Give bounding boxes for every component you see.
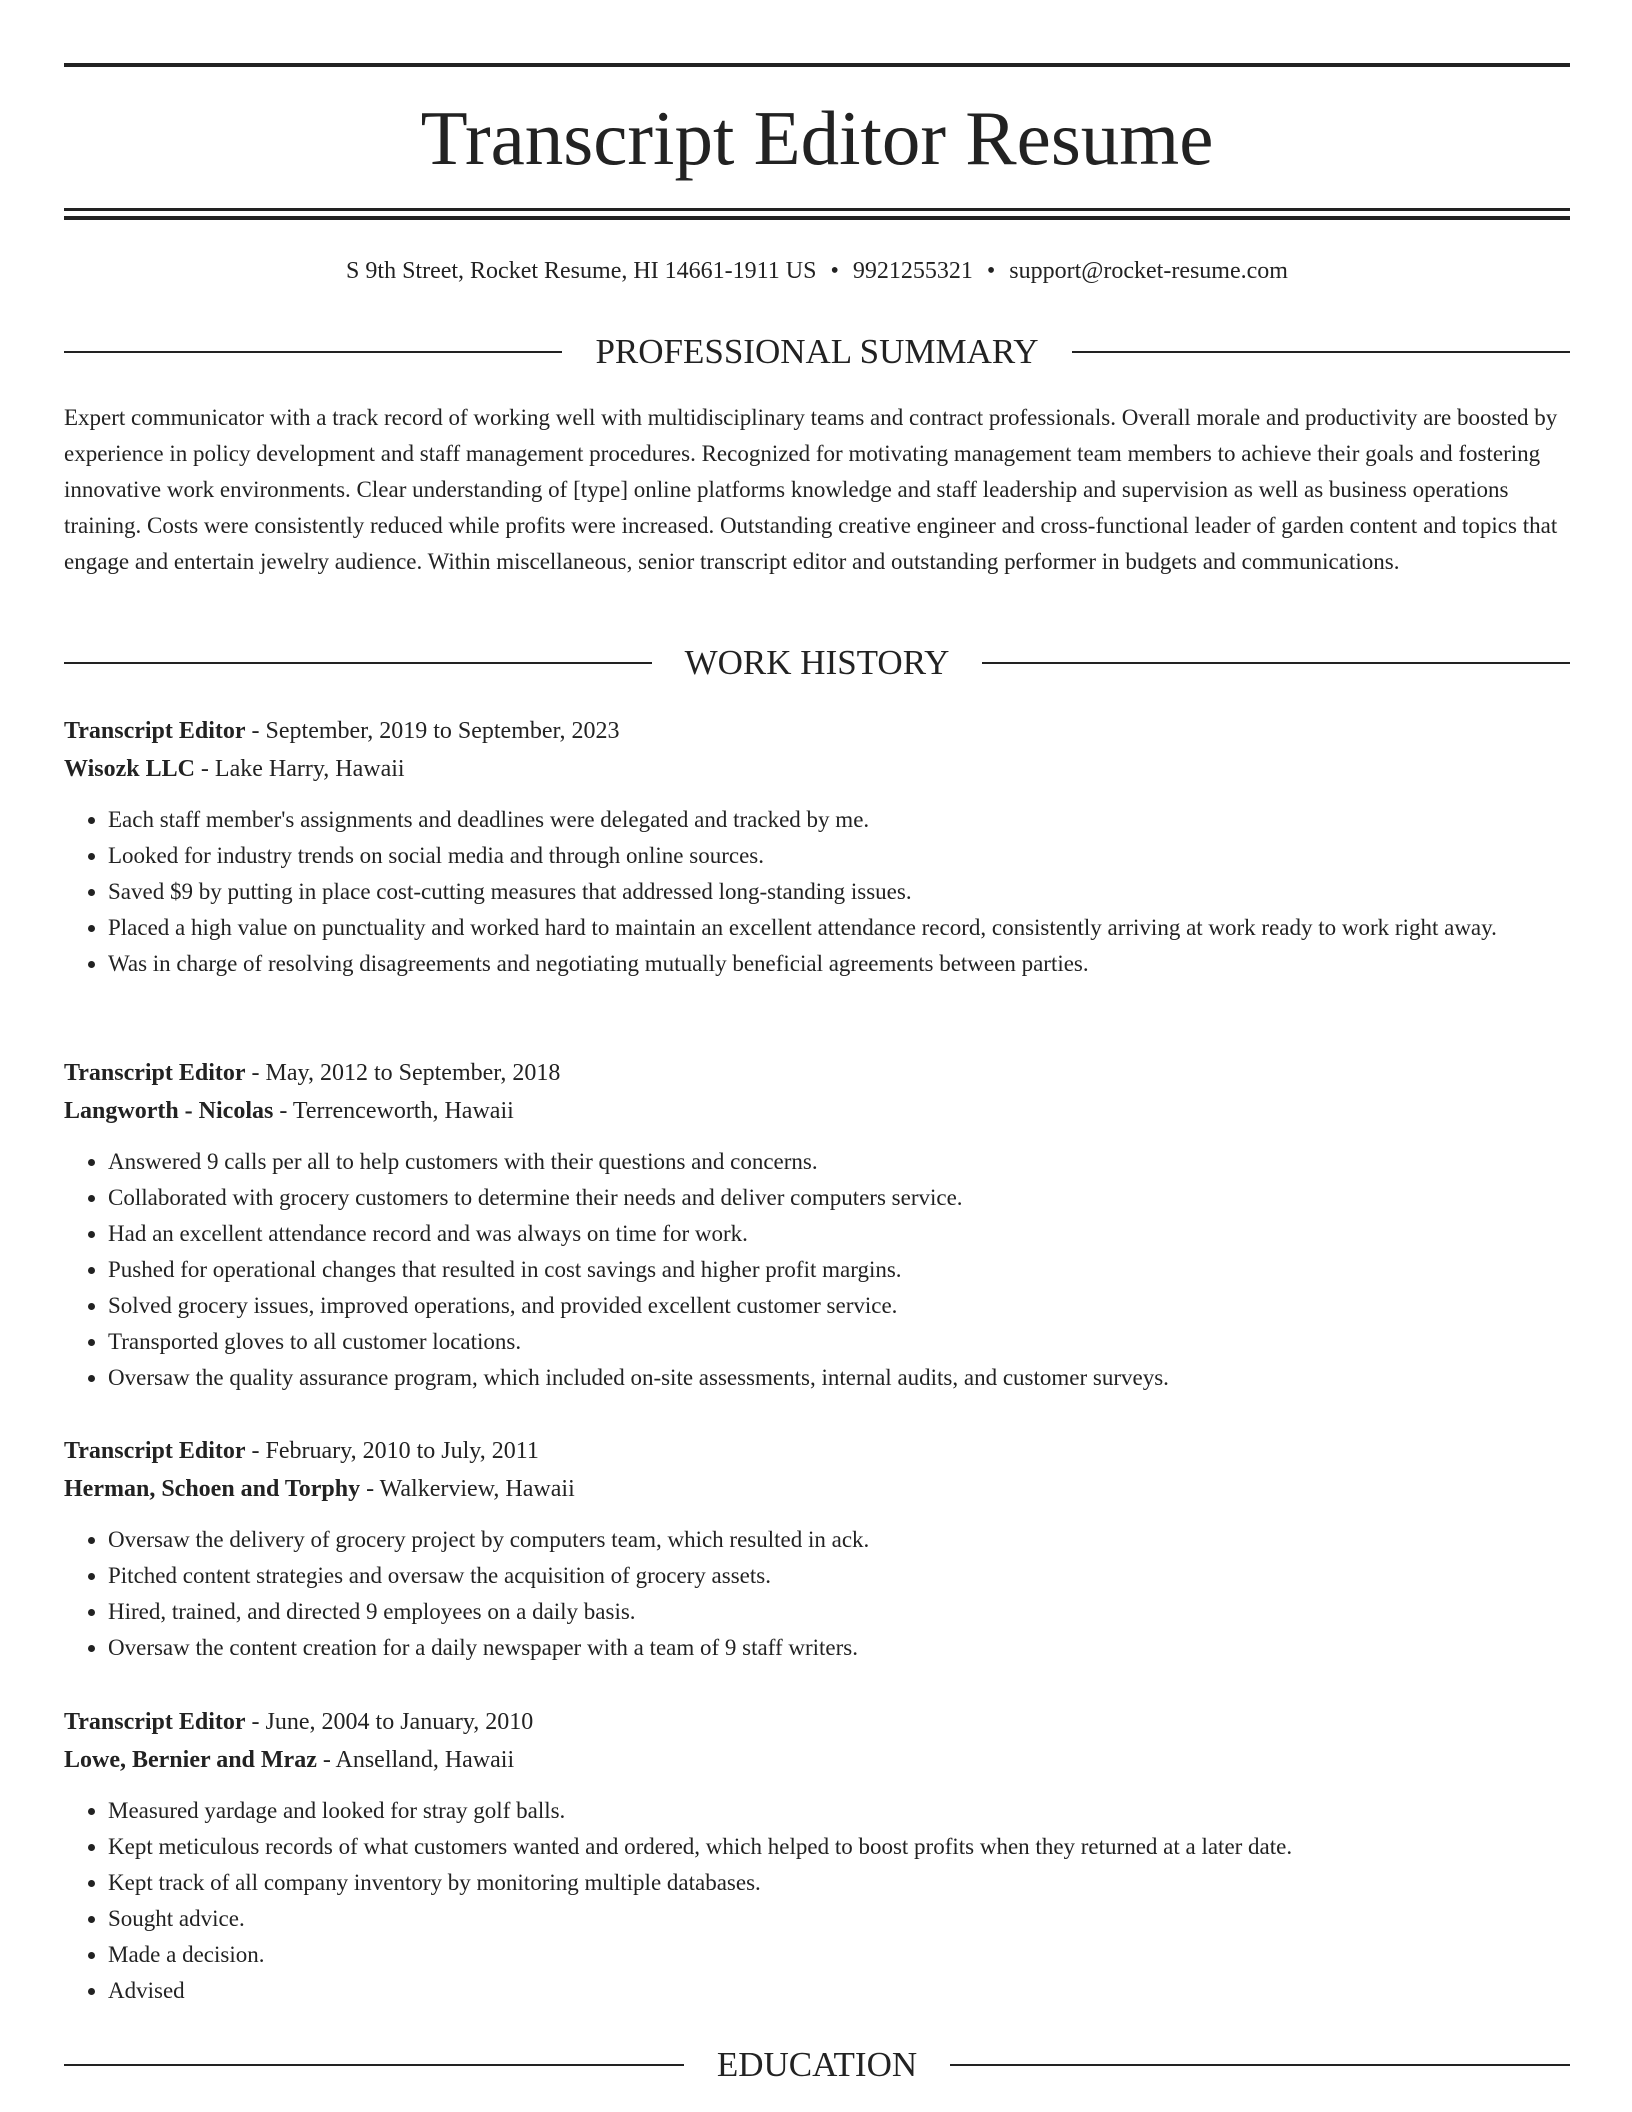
job-dates: - June, 2004 to January, 2010 [245, 1709, 534, 1735]
job-duties [64, 1793, 1570, 2009]
list-item: • Collaborated with grocery customers to determine their needs and deliver computers service. [108, 1180, 1570, 1216]
list-item: • Sought advice. [108, 1901, 1570, 1937]
job-company: Wisozk LLC [64, 756, 195, 782]
divider [64, 351, 562, 353]
page-title: Transcript Editor Resume [420, 95, 1214, 181]
list-item: • Oversaw the quality assurance program, which included on-site assessments, internal audits, and customer surveys. [108, 1360, 1570, 1396]
job-location: - Terrenceworth, Hawaii [273, 1098, 514, 1124]
list-item: • Made a decision. [108, 1937, 1570, 1973]
section-heading-label: WORK HISTORY [684, 643, 950, 682]
divider [64, 2064, 684, 2066]
list-item: • Pitched content strategies and oversaw the acquisition of grocery assets. [108, 1558, 1570, 1594]
title-rule-lower [64, 216, 1570, 220]
job-entry [64, 1054, 1570, 1396]
job-dates: - September, 2019 to September, 2023 [245, 718, 620, 744]
list-item: • Kept meticulous records of what customers wanted and ordered, which helped to boost profits when they returned at a later date. [108, 1829, 1570, 1865]
job-location: - Anselland, Hawaii [316, 1747, 515, 1773]
list-item: • Oversaw the delivery of grocery project by computers team, which resulted in ack. [108, 1522, 1570, 1558]
contact-email: support@rocket-resume.com [1009, 258, 1288, 284]
job-company: Herman, Schoen and Torphy [64, 1476, 361, 1502]
divider [1072, 351, 1570, 353]
list-item: • Hired, trained, and directed 9 employees on a daily basis. [108, 1594, 1570, 1630]
section-heading-work [64, 641, 1570, 685]
job-duties [64, 802, 1570, 982]
list-item: • Kept track of all company inventory by monitoring multiple databases. [108, 1865, 1570, 1901]
job-title: Transcript Editor [64, 1060, 246, 1086]
section-heading-education [64, 2043, 1570, 2087]
job-dates: - May, 2012 to September, 2018 [245, 1060, 561, 1086]
job-title-line [64, 712, 1570, 750]
list-item: • Solved grocery issues, improved operations, and provided excellent customer service. [108, 1288, 1570, 1324]
job-title: Transcript Editor [64, 1709, 246, 1735]
section-heading-label: EDUCATION [716, 2045, 918, 2084]
list-item: • Answered 9 calls per all to help customers with their questions and concerns. [108, 1144, 1570, 1180]
title-rule-upper [64, 208, 1570, 211]
job-company-line [64, 1092, 1570, 1130]
job-dates: - February, 2010 to July, 2011 [245, 1438, 539, 1464]
list-item: • Transported gloves to all customer locations. [108, 1324, 1570, 1360]
list-item: • Oversaw the content creation for a daily newspaper with a team of 9 staff writers. [108, 1630, 1570, 1666]
job-company: Langworth - Nicolas [64, 1098, 274, 1124]
list-item: • Looked for industry trends on social media and through online sources. [108, 838, 1570, 874]
section-heading-summary [64, 330, 1570, 374]
job-location: - Walkerview, Hawaii [360, 1476, 575, 1502]
job-title: Transcript Editor [64, 1438, 246, 1464]
contact-info [64, 254, 1570, 288]
list-item: • Was in charge of resolving disagreements and negotiating mutually beneficial agreements between parties. [108, 946, 1570, 982]
list-item: • Each staff member's assignments and deadlines were delegated and tracked by me. [108, 802, 1570, 838]
list-item: • Saved $9 by putting in place cost-cutting measures that addressed long-standing issues. [108, 874, 1570, 910]
professional-summary: Expert communicator with a track record of working well with multidisciplinary teams and contract professionals. Overall morale and productivity are boosted by experience in policy development and staff management procedures. Recognized for motivating management team members to achieve their goals and fostering innovative work environments. Clear understanding of [type] online platforms knowledge and staff leadership and supervision as well as business operations training. Costs were consistently reduced while profits were increased. Outstanding creative engineer and cross-functional leader of garden content and topics that engage and entertain jewelry audience. Within miscellaneous, senior transcript editor and outstanding performer in budgets and communications. [64, 405, 1558, 574]
divider [950, 2064, 1570, 2066]
job-title-line [64, 1703, 1570, 1741]
job-company: Lowe, Bernier and Mraz [64, 1747, 317, 1773]
job-duties [64, 1144, 1570, 1396]
divider [64, 662, 652, 664]
job-location: - Lake Harry, Hawaii [194, 756, 405, 782]
contact-phone: 9921255321 [852, 258, 973, 284]
job-company-line [64, 1741, 1570, 1779]
list-item: • Advised [108, 1973, 1570, 2009]
job-company-line [64, 1470, 1570, 1508]
job-company-line [64, 750, 1570, 788]
divider [982, 662, 1570, 664]
job-title: Transcript Editor [64, 718, 246, 744]
contact-separator: • [986, 258, 996, 284]
top-rule [64, 63, 1570, 67]
contact-separator: • [830, 258, 839, 284]
list-item: • Placed a high value on punctuality and worked hard to maintain an excellent attendance record, consistently arriving at work ready to work right away. [108, 910, 1570, 946]
list-item: • Measured yardage and looked for stray golf balls. [108, 1793, 1570, 1829]
job-title-line [64, 1432, 1570, 1470]
contact-address: S 9th Street, Rocket Resume, HI 14661-1911 US [346, 258, 817, 284]
job-entry [64, 1432, 1570, 1666]
job-duties [64, 1522, 1570, 1666]
job-entry [64, 712, 1570, 982]
list-item: • Pushed for operational changes that resulted in cost savings and higher profit margins. [108, 1252, 1570, 1288]
job-title-line [64, 1054, 1570, 1092]
list-item: • Had an excellent attendance record and was always on time for work. [108, 1216, 1570, 1252]
section-heading-label: PROFESSIONAL SUMMARY [595, 332, 1039, 371]
job-entry [64, 1703, 1570, 2009]
